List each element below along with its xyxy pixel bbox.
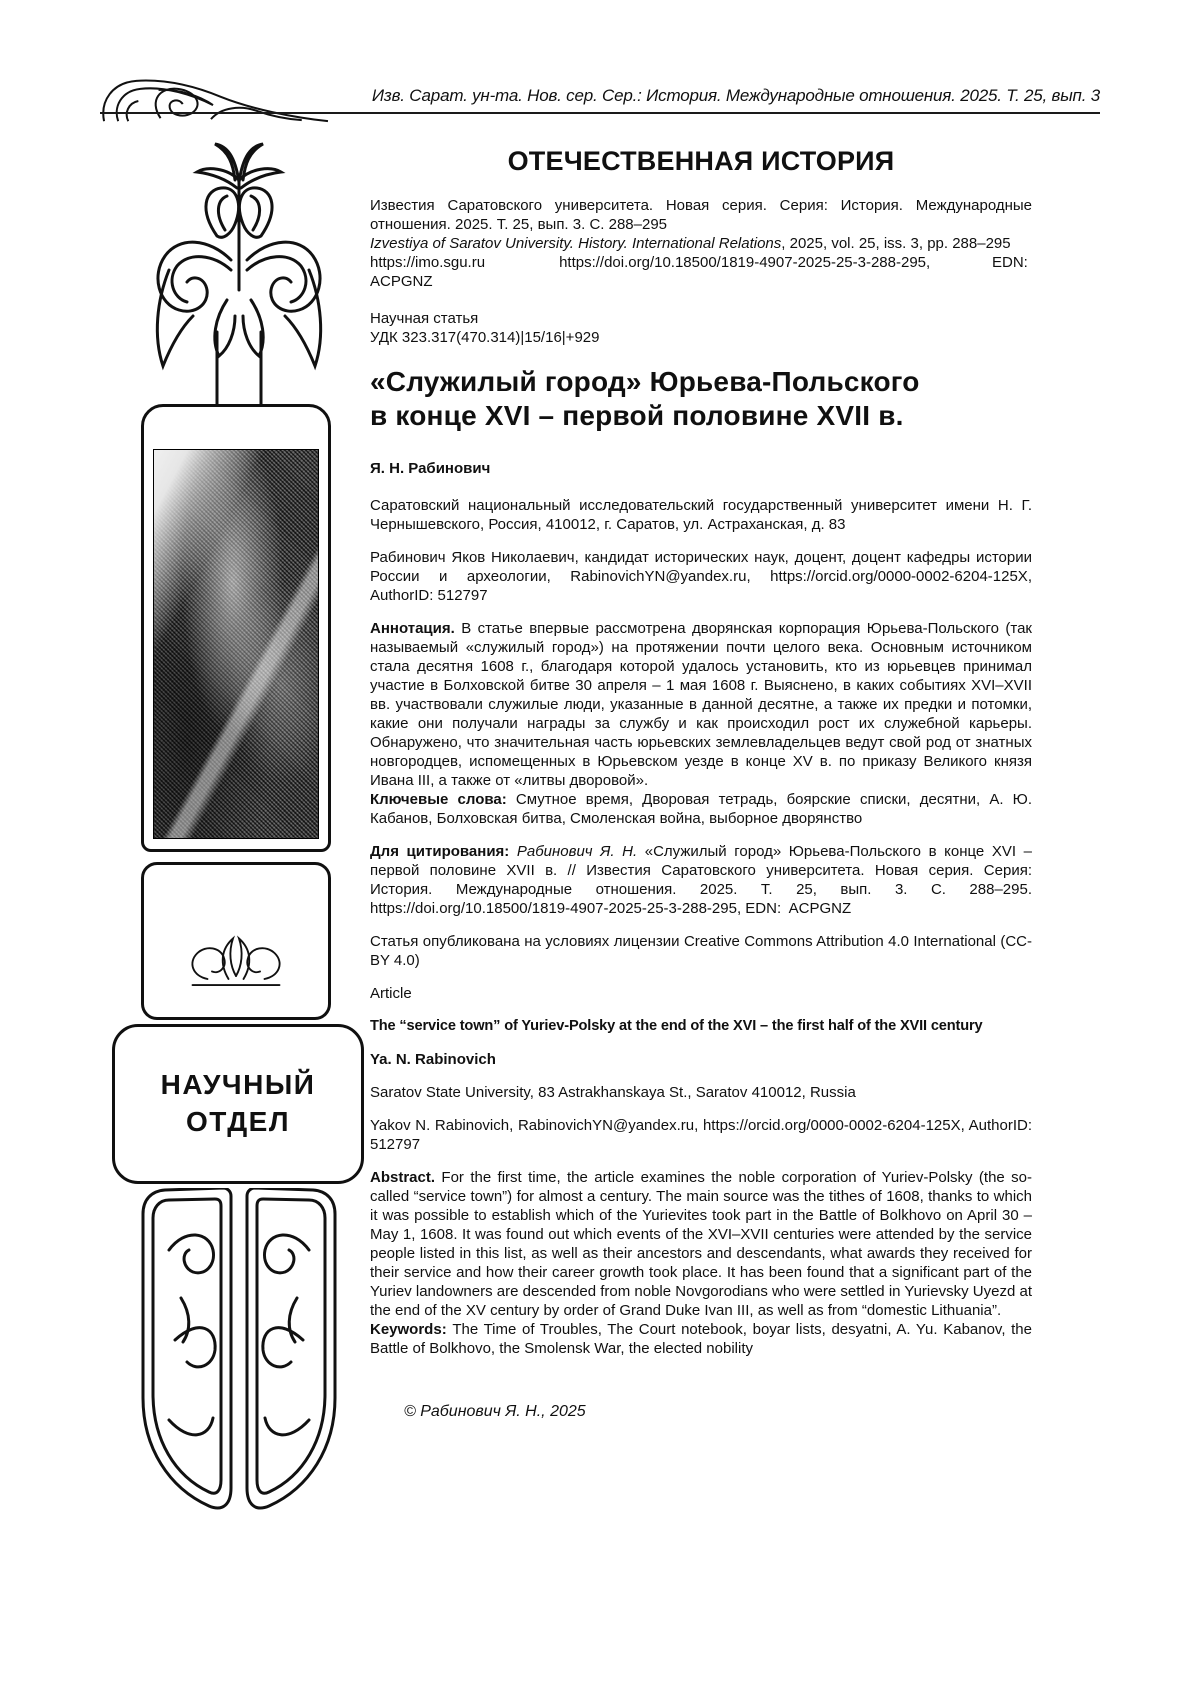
doi-link[interactable]: https://doi.org/10.18500/1819-4907-2025-25-3-288-295	[370, 900, 737, 917]
udc-label: УДК 323.317(470.314)|15/16|+929	[370, 329, 600, 346]
article-body	[370, 146, 1032, 1437]
text-segment: Рабинович Я. Н.	[516, 843, 645, 860]
section-label-line1: НАУЧНЫЙ	[160, 1069, 316, 1101]
text-segment: , EDN: ACPGNZ	[736, 900, 852, 917]
text-segment: , 2025, vol. 25, iss. 3, pp. 288–295	[781, 235, 1011, 252]
rubric-heading: ОТЕЧЕСТВЕННАЯ ИСТОРИЯ	[507, 146, 895, 176]
journal-links	[370, 253, 1032, 291]
section-label-box	[112, 1024, 364, 1184]
text-segment: «Служилый город» Юрьева-Польского в конце XVI – первой половине XVII в. // Известия Саратовского университета. Новая серия. Серия: История. Международные отношения. 2025. Т. 25, вып. 3. С. 288–295.	[370, 843, 1032, 898]
keywords-ru	[370, 790, 1032, 828]
text-segment: , AuthorID: 512797	[370, 1117, 1032, 1153]
orcid-link[interactable]: https://orcid.org/0000-0002-6204-125X	[770, 568, 1028, 585]
section-label-line2: ОТДЕЛ	[186, 1106, 290, 1137]
text-segment: The Time of Troubles, The Court notebook, boyar lists, desyatni, A. Yu. Kabanov, the Battle of Bolkhovo, the Smolensk War, the elected nobility	[370, 1321, 1032, 1357]
article-title-ru-line1: «Служилый город» Юрьева-Польского	[370, 366, 920, 397]
copyright-line: © Рабинович Я. Н., 2025	[404, 1403, 586, 1420]
article-title-ru	[370, 365, 1032, 433]
text-segment: Abstract.	[370, 1169, 442, 1186]
email-link[interactable]: RabinovichYN@yandex.ru	[517, 1117, 695, 1134]
article-title-ru-line2: в конце XVI – первой половине XVII в.	[370, 400, 904, 431]
abstract-en	[370, 1168, 1032, 1320]
text-segment: Известия Саратовского университета. Новая серия. Серия: История. Международные отношения. 2025. Т. 25, вып. 3. С. 288–295	[370, 197, 1032, 233]
floral-ornament-bottom-icon	[138, 1188, 340, 1518]
text-segment: , AuthorID: 512797	[370, 568, 1032, 604]
keywords-en	[370, 1320, 1032, 1358]
text-segment: Аннотация.	[370, 620, 462, 637]
text-segment: Keywords:	[370, 1321, 453, 1338]
author-name-ru: Я. Н. Рабинович	[370, 460, 491, 477]
floral-ornament-top-icon	[138, 138, 340, 406]
citation-ru	[370, 842, 1032, 918]
article-type-en: Article	[370, 985, 412, 1002]
sidebar-photo-frame	[141, 404, 331, 852]
text-segment: Для цитирования:	[370, 843, 517, 860]
running-head: Изв. Сарат. ун-та. Нов. сер. Сер.: История. Международные отношения. 2025. Т. 25, вып. 3	[100, 86, 1100, 114]
abstract-ru	[370, 619, 1032, 790]
text-segment: Izvestiya of Saratov University. History. International Relations	[370, 235, 782, 252]
affiliation-en	[370, 1083, 1032, 1102]
journal-meta-en	[370, 234, 1032, 253]
email-link[interactable]: RabinovichYN@yandex.ru	[570, 568, 747, 585]
sidebar-ornament-panel	[141, 862, 331, 1020]
orcid-link[interactable]: https://orcid.org/0000-0002-6204-125X	[702, 1117, 961, 1134]
journal-meta-ru	[370, 196, 1032, 234]
doi-link[interactable]: https://doi.org/10.18500/1819-4907-2025-25-3-288-295	[559, 254, 927, 271]
text-segment: ,	[746, 568, 771, 585]
text-segment: For the first time, the article examines the noble corporation of Yuriev-Polsky (the so-called “service town”) for almost a century. The main source was the tithes of 1608, thanks to which it was possible to establish which of the Yurievites took part in the Battle of Bolkhovo on April 30 – May 1, 1608. It was found out which events of the XVI–XVII centuries were attended by the service people listed in this list, as well as their ancestors and descendants, what awards they received for their service and how their career growth took place. It has been found that a significant part of the Yuriev landowners are descended from noble Novgorodians who were settled in Yurievsky Uyezd at the end of the XV century by order of Grand Duke Ivan III, as well as from “domestic Lithuania”.	[370, 1169, 1032, 1319]
author-bio-en	[370, 1116, 1032, 1154]
license-note	[370, 932, 1032, 970]
author-name-en: Ya. N. Rabinovich	[370, 1051, 496, 1068]
text-segment: Статья опубликована на условиях лицензии Creative Commons Attribution 4.0 International (CC-BY 4.0)	[370, 933, 1032, 969]
text-segment: Саратовский национальный исследовательский государственный университет имени Н. Г. Чернышевского, Россия, 410012, г. Саратов, ул. Астраханская, д. 83	[370, 497, 1032, 533]
text-segment: Смутное время, Дворовая тетрадь, боярские списки, десятни, А. Ю. Кабанов, Болховская битва, Смоленская война, выборное дворянство	[370, 791, 1032, 827]
author-bio-ru	[370, 548, 1032, 605]
text-segment: Saratov State University, 83 Astrakhanskaya St., Saratov 410012, Russia	[370, 1084, 856, 1101]
text-segment: , EDN: ACPGNZ	[370, 254, 1032, 290]
text-segment: В статье впервые рассмотрена дворянская корпорация Юрьева-Польского (так называемый «служилый город») на протяжении почти целого века. Основным источником стала десятня 1608 г., благодаря которой удалось установить, кто из юрьевцев принимал участие в Болховской битве 30 апреля – 1 мая 1608 г. Выяснено, в каких событиях XVI–XVII вв. участвовали служилые люди, указанные в данной десятне, а также их предки и потомки, какие они получали награды за службу и как происходил рост их служебной карьеры. Обнаружено, что значительная часть юрьевских землевладельцев ведут свой род от знатных новгородцев, испомещенных в Юрьевском уезде в конце XV в. по приказу Великого князя Ивана III, а также от «литвы дворовой».	[370, 620, 1032, 789]
engraved-illustration-image	[153, 449, 319, 839]
text-segment: Ключевые слова:	[370, 791, 516, 808]
journal-site-link[interactable]: https://imo.sgu.ru	[370, 254, 486, 271]
article-type-ru: Научная статья	[370, 310, 479, 327]
small-floral-ornament-icon	[176, 915, 296, 1007]
text-segment: ,	[694, 1117, 703, 1134]
text-segment: Рабинович Яков Николаевич, кандидат исторических наук, доцент, доцент кафедры истории России и археологии,	[370, 549, 1032, 585]
affiliation-ru	[370, 496, 1032, 534]
text-segment: Yakov N. Rabinovich,	[370, 1117, 518, 1134]
article-title-en: The “service town” of Yuriev-Polsky at the end of the XVI – the first half of the XVII century	[370, 1018, 983, 1034]
